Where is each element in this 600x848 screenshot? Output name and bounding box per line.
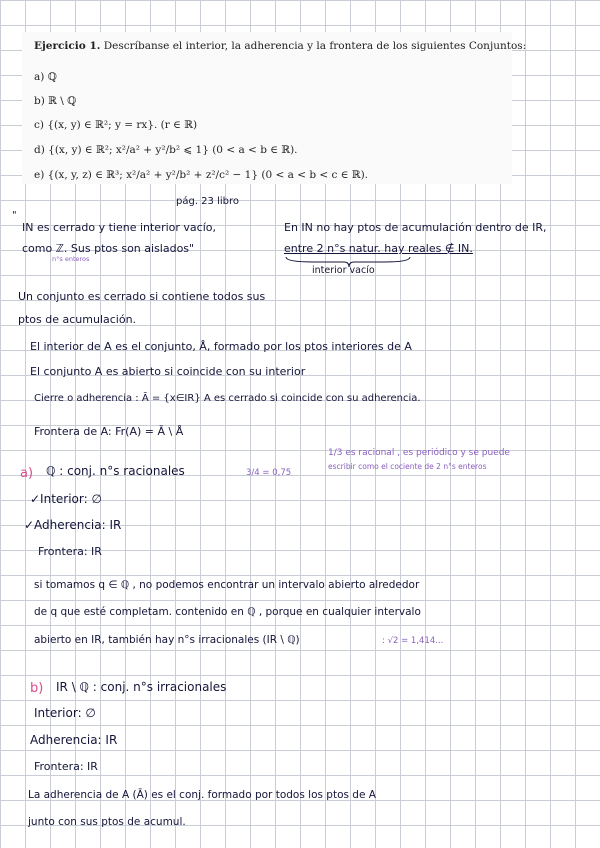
exercise-item-c: c) {(x, y) ∈ ℝ²; y = rx}. (r ∈ ℝ) bbox=[34, 119, 198, 131]
section-b-interior: Interior: ∅ bbox=[34, 706, 96, 720]
quote-mark: " bbox=[12, 210, 17, 221]
note-line-8: Frontera de A: Fr(A) = Ā \ Å bbox=[34, 425, 184, 438]
note-small-enteros: n°s enteros bbox=[52, 255, 90, 263]
note-line-7: Cierre o adherencia : Ā = {x∈IR} A es cerrado si coincide con su adherencia. bbox=[34, 393, 421, 404]
section-a-para-3: abierto en IR, también hay n°s irracionales (IR \ ℚ) bbox=[34, 634, 300, 646]
rational-note-2: escribir como el cociente de 2 n°s enteros bbox=[328, 462, 487, 471]
fraction-note: 3/4 = 0,75 bbox=[246, 468, 292, 478]
section-a-frontier: Frontera: IR bbox=[38, 545, 102, 558]
section-b-label: b) bbox=[30, 681, 44, 696]
section-a-title: ℚ : conj. n°s racionales bbox=[46, 464, 185, 478]
note-line-6: El conjunto A es abierto si coincide con su interior bbox=[30, 365, 306, 378]
exercise-item-d: d) {(x, y) ∈ ℝ²; x²/a² + y²/b² ⩽ 1} (0 < a < b ∈ ℝ). bbox=[34, 144, 298, 156]
section-a-adherence: ✓Adherencia: IR bbox=[24, 518, 122, 532]
note-line-1-right: En IN no hay ptos de acumulación dentro de IR, bbox=[284, 221, 547, 234]
exercise-item-e: e) {(x, y, z) ∈ ℝ³; x²/a² + y²/b² + z²/c² − 1} (0 < a < b < c ∈ ℝ). bbox=[34, 169, 369, 181]
brace-label: interior vacío bbox=[312, 265, 375, 276]
exercise-item-a: a) ℚ bbox=[34, 71, 57, 83]
note-line-5: El interior de A es el conjunto, Å, formado por los ptos interiores de A bbox=[30, 340, 412, 353]
section-b-para-1: La adherencia de A (Ā) es el conj. formado por todos los ptos de A bbox=[28, 789, 376, 801]
section-a-para-1: si tomamos q ∈ ℚ , no podemos encontrar un intervalo abierto alrededor bbox=[34, 579, 420, 591]
section-b-frontier: Frontera: IR bbox=[34, 760, 98, 773]
section-a-interior: ✓Interior: ∅ bbox=[30, 492, 102, 506]
page-reference: pág. 23 libro bbox=[176, 196, 239, 207]
note-line-3: Un conjunto es cerrado si contiene todos sus bbox=[18, 290, 266, 303]
section-b-para-2: junto con sus ptos de acumul. bbox=[28, 816, 186, 828]
section-b-adherence: Adherencia: IR bbox=[30, 733, 118, 747]
section-a-label: a) bbox=[20, 466, 34, 481]
sqrt-note: : √2 = 1,414... bbox=[382, 636, 444, 646]
exercise-item-b: b) ℝ \ ℚ bbox=[34, 95, 77, 107]
note-line-2: como ℤ. Sus ptos son aislados" bbox=[22, 242, 195, 255]
section-a-para-2: de q que esté completam. contenido en ℚ , porque en cualquier intervalo bbox=[34, 606, 421, 618]
exercise-statement-box bbox=[22, 32, 527, 184]
section-b-title: IR \ ℚ : conj. n°s irracionales bbox=[56, 680, 227, 694]
note-line-1: IN es cerrado y tiene interior vacío, bbox=[22, 221, 216, 234]
note-line-4: ptos de acumulación. bbox=[18, 313, 137, 326]
exercise-title: Ejercicio 1. Descríbanse el interior, la adherencia y la frontera de los siguientes Conjuntos: bbox=[34, 40, 527, 52]
rational-note-1: 1/3 es racional , es periódico y se puede bbox=[328, 448, 510, 458]
note-line-2-right: entre 2 n°s natur. hay reales ∉ IN. bbox=[284, 242, 473, 255]
